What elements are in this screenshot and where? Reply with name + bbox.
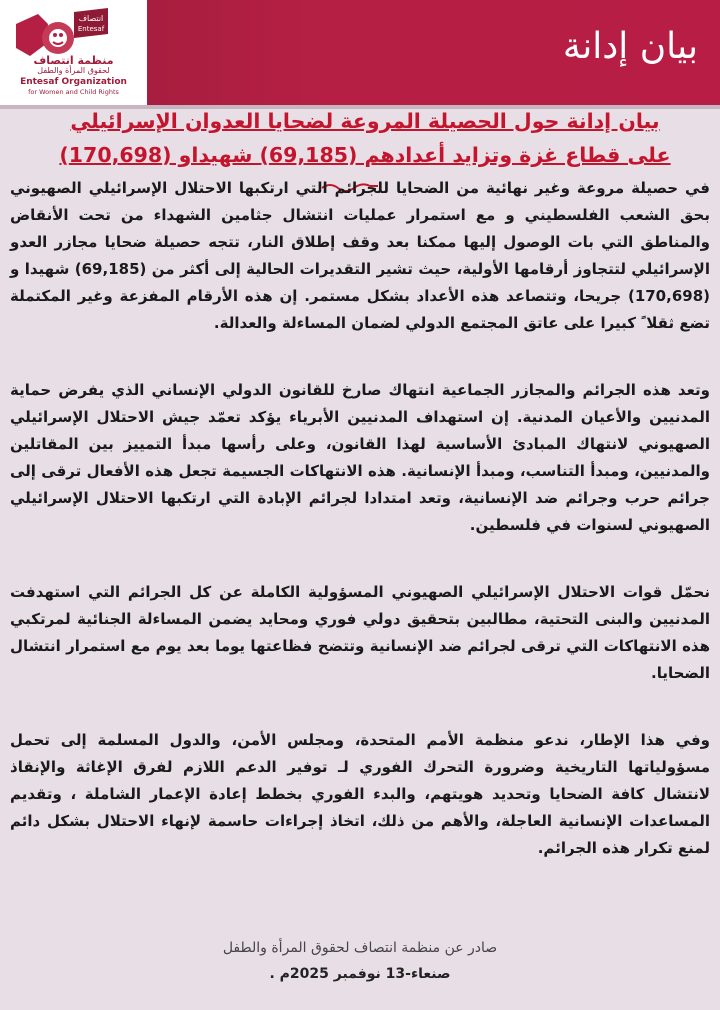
- page-title: بيان إدانة: [562, 26, 698, 67]
- body-paragraph: في حصيلة مروعة وغير نهائية من الضحايا للجرائم التي ارتكبها الاحتلال الإسرائيلي الصهيوني بحق الشعب الفلسطيني و مع استمرار عمليات انتشال جثامين الشهداء من تحت الأنقاض والمناطق التي بات الوصول إليها ممكنا بعد وقف إطلاق النار، تتجه حصيلة ضحايا مجازر العدو الإسرائيلي لتتجاوز أرقامها الأولية، حيث تشير التقديرات الحالية إلى أكثر من (69,185) شهيدا و (170,698) جريحا، وتتصاعد هذه الأعداد بشكل مستمر. إن هذه الأرقام المفزعة وغير المكتملة تضع ثقلا ً كبيرا على عاتق المجتمع الدولي لضمان المساءلة والعدالة.: [10, 179, 710, 332]
- body-paragraph: نحمّل قوات الاحتلال الإسرائيلي الصهيوني المسؤولية الكاملة عن كل الجرائم التي استهدفت المدنيين والبنى التحتية، مطالبين بتحقيق دولي فوري ومحايد يضمن المساءلة الجنائية لمرتكبي هذه الانتهاكات التي ترقى لجرائم ضد الإنسانية وتتضح فظاعتها يوما بعد يوم مع استمرار انتشال الضحايا.: [10, 583, 710, 682]
- svg-text:انتصاف: انتصاف: [78, 14, 104, 23]
- logo-org-name-ar: منظمة انتصاف: [33, 54, 114, 67]
- statement-headline: [20, 104, 710, 172]
- headline-line-2: على قطاع غزة وتزايد أعدادهم (69,185) شهيداو (170,698): [59, 143, 671, 167]
- header-banner: [0, 0, 720, 105]
- logo-org-subtitle-ar: لحقوق المرأة والطفل: [37, 66, 110, 75]
- headline-line-1: بيان إدانة حول الحصيلة المروعة لضحايا العدوان الإسرائيلي: [70, 109, 660, 133]
- footer-date: صنعاء-13 نوفمبر 2025م .: [269, 966, 451, 982]
- body-paragraph: وتعد هذه الجرائم والمجازر الجماعية انتهاك صارخ للقانون الدولي الإنساني الذي يفرض حماية المدنيين والأعيان المدنية. إن استهداف المدنيين الأبرياء يؤكد تعمّد جيش الاحتلال الإسرائيلي الصهيوني لانتهاك المبادئ الأساسية لهذا القانون، وعلى رأسها مبدأ التمييز بين المقاتلين والمدنيين، ومبدأ التناسب، ومبدأ الإنسانية. هذه الانتهاكات الجسيمة تجعل هذه الأفعال ترقى إلى جرائم حرب وجرائم ضد الإنسانية، وتعد امتدادا لجرائم الإبادة التي ارتكبها الاحتلال الإسرائيلي الصهيوني لسنوات في فلسطين.: [10, 381, 710, 534]
- svg-text:Entesaf: Entesaf: [77, 25, 105, 33]
- body-paragraph: وفي هذا الإطار، ندعو منظمة الأمم المتحدة، ومجلس الأمن، والدول المسلمة إلى تحمل مسؤولياتها التاريخية وضرورة التحرك الفوري لـ توفير الدعم اللازم لفرق الإغاثة والإنقاذ لانتشال كافة الضحايا وتحديد هويتهم، والبدء الفوري بخطط إعادة الإعمار الشاملة ، وتقديم المساعدات الإنسانية العاجلة، والأهم من ذلك، اتخاذ إجراءات حاسمة لإنهاء الاحتلال بشكل دائم لمنع تكرار هذه الجرائم.: [10, 731, 710, 857]
- organization-logo: [0, 0, 147, 105]
- logo-org-name-en: Entesaf Organization: [20, 77, 127, 87]
- statement-footer: [0, 935, 720, 987]
- footer-issuer: صادر عن منظمة انتصاف لحقوق المرأة والطفل: [222, 940, 498, 956]
- logo-org-subtitle-en: for Women and Child Rights: [28, 88, 119, 96]
- statement-body: [10, 175, 710, 902]
